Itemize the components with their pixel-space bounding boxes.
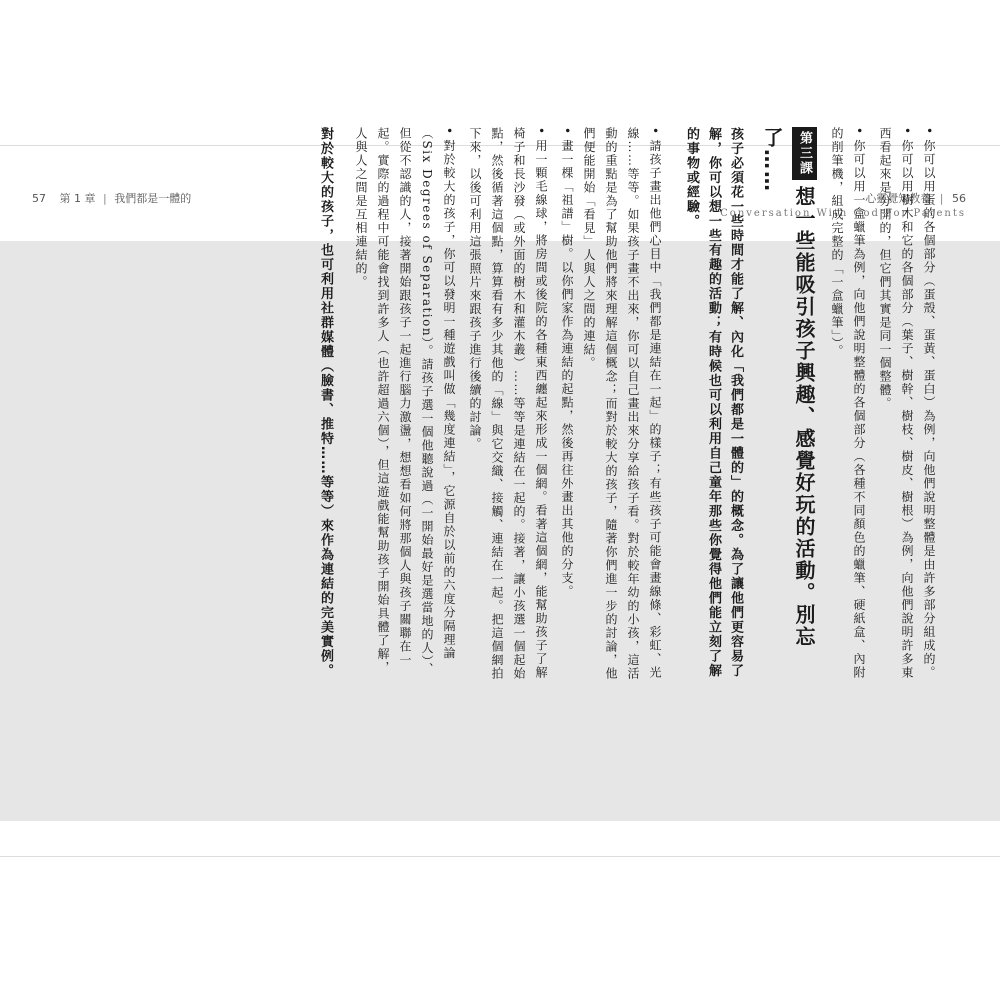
lesson-title: 想一些能吸引孩子興趣、感覺好玩的活動。別忘了……	[760, 127, 816, 648]
bullet-text: 你可以用一盒蠟筆為例，向他們說明整體的各個部分（各種不同顏色的蠟筆、硬紙盒、內附的削筆機，組成完整的「一盒蠟筆」）。	[830, 127, 866, 680]
header-divider: |	[103, 192, 107, 205]
vertical-text-body	[60, 127, 940, 687]
bullet-dot-icon: •	[442, 127, 456, 136]
bullet-dot-icon: •	[560, 127, 574, 136]
right-book-subtitle: Conversation With God For Parents	[720, 208, 966, 219]
left-chapter-label: 第 1 章	[59, 192, 96, 205]
bullet-dot-icon: •	[648, 127, 662, 136]
bullet-item	[464, 127, 552, 687]
bullet-dot-icon: •	[852, 127, 866, 136]
bullet-dot-icon: •	[900, 127, 914, 136]
left-chapter-title: 我們都是一體的	[114, 192, 192, 205]
lesson-intro: 孩子必須花一些時間才能了解、內化「我們都是一體的」的概念。為了讓他們更容易了解，你可以想一些有趣的活動；有時候也可以利用自己童年那些你覺得他們能立刻了解的事物或經驗。	[684, 127, 743, 678]
right-book-title: 心靈覺知教養	[865, 192, 932, 205]
bullet-item	[556, 127, 578, 687]
bullet-item	[918, 127, 940, 687]
bullet-dot-icon: •	[534, 127, 548, 136]
bullet-item	[826, 127, 870, 687]
lesson-badge: 第三課	[792, 127, 817, 180]
bullet-item	[874, 127, 918, 687]
lesson-heading	[756, 127, 820, 687]
header-divider: |	[939, 192, 944, 205]
bullet-item	[578, 127, 666, 687]
bullet-item	[350, 127, 460, 687]
bullet-dot-icon: •	[922, 127, 936, 136]
bullet-text: 畫一棵「祖譜」樹。以你們家作為連結的起點，然後再往外畫出其他的分支。	[560, 139, 574, 599]
bullet-text: 請孩子畫出他們心目中「我們都是連結在一起」的樣子；有些孩子可能會畫線條、彩虹、光線……等等。如果孩子畫不出來，你可以自己畫出來分享給孩子看。對於較年幼的小孩，這活動的重點是為了幫助他們將來理解這個概念；而對於較大的孩子，隨著你們進一步的討論，他們便能開始「看見」人與人之間的連結。	[582, 127, 662, 681]
bullet-text: 你可以用樹木和它的各個部分（葉子、樹幹、樹枝、樹皮、樹根）為例，向他們說明許多東西看起來是分開的，但它們其實是同一個整體。	[878, 127, 914, 680]
right-page-number: 56	[952, 192, 966, 205]
closing-paragraph: 對於較大的孩子，也可利用社群媒體（臉書、推特……等等）來作為連結的完美實例。	[318, 127, 333, 678]
bullet-text: 你可以用蛋的各個部分（蛋殼、蛋黃、蛋白）為例，向他們說明整體是由許多部分組成的。	[922, 139, 936, 680]
bullet-text: 用一顆毛線球，將房間或後院的各種東西纏起來形成一個網。看著這個網，能幫助孩子了解椅子和長沙發（或外面的樹木和灌木叢）……等等是連結在一起的。接著，讓小孩選一個起始點，然後循著這個點，算算看有多少其他的「線」與它交織、接觸、連結在一起。把這個網拍下來，以後可利用這張照片來跟孩子進行後續的討論。	[468, 127, 548, 681]
left-page-number: 57	[32, 192, 46, 205]
bullet-text: 對於較大的孩子，你可以發明一種遊戲叫做「幾度連結」，它源自於以前的六度分隔理論（Six Degrees of Separation）。請孩子選一個他聽說過（一開始最好是選當地的人）、但從不認識的人，接著開始跟孩子一起進行腦力激盪，想想看如何將那個人與孩子關聯在一起。實際的過程中可能會找到許多人（也許超過六個），但這遊戲能幫助孩子開始具體了解，人與人之間是互相連結的。	[354, 127, 456, 677]
